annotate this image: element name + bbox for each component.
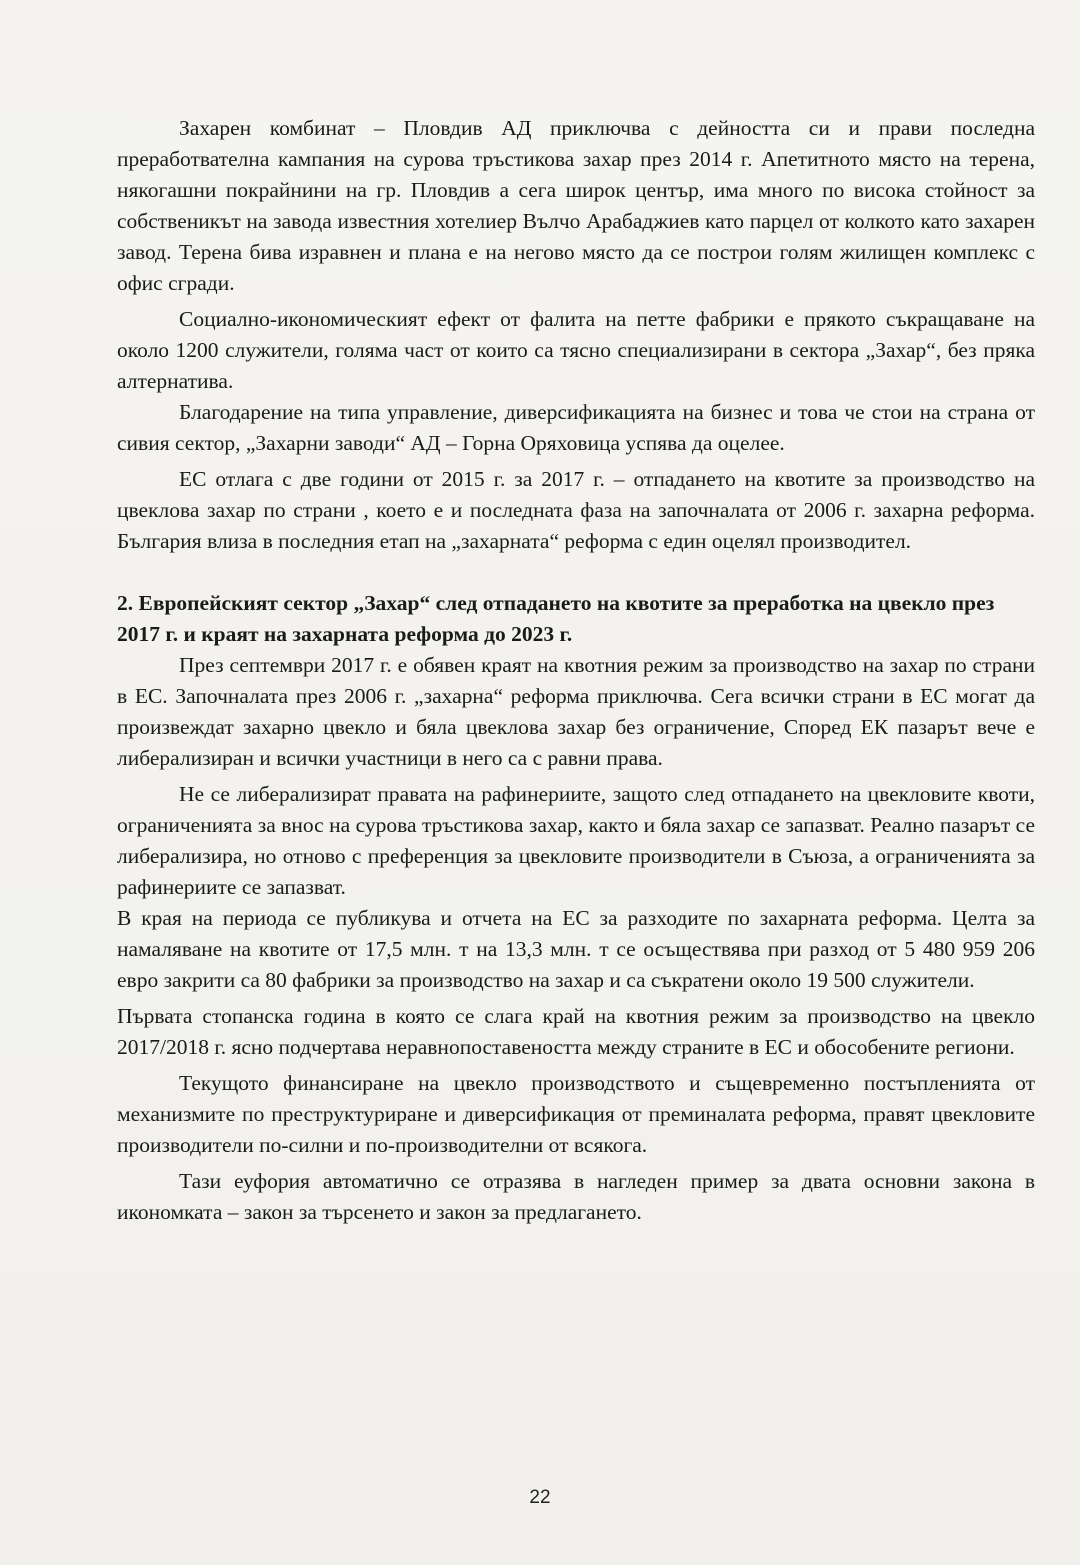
page-number: 22	[529, 1487, 551, 1508]
paragraph-refineries: Не се либерализират правата на рафинериите, защото след отпадането на цвекловите квоти, ограниченията за внос на сурова тръстикова захар, както и бяла захар се запазват. Реално пазарът се либерализира, но отново с преференция за цвекловите производители в Съюза, а ограниченията за рафинериите се запазват.	[117, 782, 1035, 899]
paragraph-eu-quota-delay: ЕС отлага с две години от 2015 г. за 2017 г. – отпадането на квотите за производство на цвеклова захар по страни , което е и последната фаза на започналата от 2006 г. захарна реформа. България влиза в последния етап на „захарната“ реформа с един оцелял производител.	[117, 467, 1035, 553]
paragraph-socioeconomic-effect: Социално-икономическият ефект от фалита на петте фабрики е прякото съкращаване на около 1200 служители, голяма част от които са тясно специализирани в сектора „Захар“, без пряка алтернатива.	[117, 307, 1035, 393]
paragraph-gorna-oryahovitsa: Благодарение на типа управление, диверсификацията на бизнес и това че стои на страна от сивия сектор, „Захарни заводи“ АД – Горна Оряховица успява да оцелее.	[117, 400, 1035, 455]
paragraph-first-season: Първата стопанска година в която се слага край на квотния режим за производство на цвекло 2017/2018 г. ясно подчертава неравнопоставеността между страните в ЕС и обособените региони.	[117, 1004, 1035, 1059]
paragraph-financing: Текущото финансиране на цвекло производството и същевременно постъпленията от механизмите по преструктуриране и диверсификация от преминалата реформа, правят цвекловите производители по-силни и по-производителни от всякога.	[117, 1071, 1035, 1157]
body-text	[117, 113, 1035, 1228]
paragraph-euphoria: Тази еуфория автоматично се отразява в нагледен пример за двата основни закона в икономката – закон за търсенето и закон за предлагането.	[117, 1169, 1035, 1224]
section-heading: 2. Европейският сектор „Захар“ след отпадането на квотите за преработка на цвекло през 2017 г. и краят на захарната реформа до 2023 г.	[117, 591, 995, 646]
paragraph-reform-report: В края на периода се публикува и отчета на ЕС за разходите по захарната реформа. Целта за намаляване на квотите от 17,5 млн. т на 13,3 млн. т се осъществява при разход от 5 480 959 206 евро закрити са 80 фабрики за производство на захар и са съкратени около 19 500 служители.	[117, 906, 1035, 992]
paragraph-plovdiv-plant: Захарен комбинат – Пловдив АД приключва с дейността си и прави последна преработвателна кампания на сурова тръстикова захар през 2014 г. Апетитното място на терена, някогашни покрайнини на гр. Пловдив а сега широк център, има много по висока стойност за собственикът на завода известния хотелиер Вълчо Арабаджиев като парцел от колкото като захарен завод. Терена бива изравнен и плана е на негово място да се построи голям жилищен комплекс с офис сгради.	[117, 116, 1035, 295]
paragraph-quota-end: През септември 2017 г. е обявен краят на квотния режим за производство на захар по страни в ЕС. Започналата през 2006 г. „захарна“ реформа приключва. Сега всички страни в ЕС могат да произвеждат захарно цвекло и бяла цвеклова захар без ограничение, Според ЕК пазарът вече е либерализиран и всички участници в него са с равни права.	[117, 653, 1035, 770]
